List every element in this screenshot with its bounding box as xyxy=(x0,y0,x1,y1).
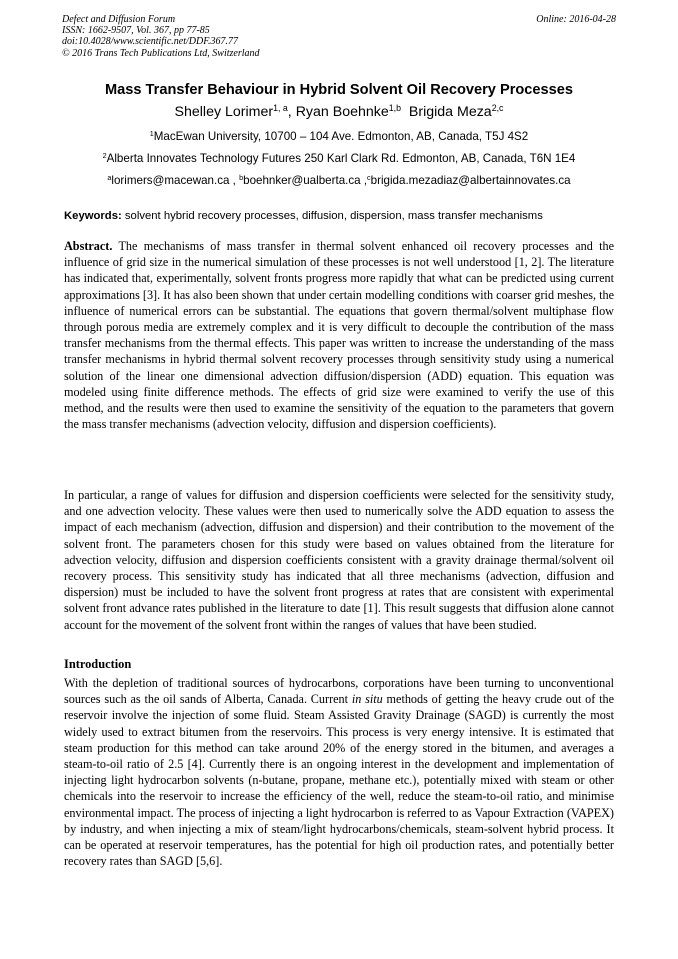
author-list xyxy=(0,104,678,120)
author-marker: 1,b xyxy=(388,103,401,114)
affiliation-line xyxy=(0,152,678,165)
keywords-label: Keywords: xyxy=(64,210,122,222)
publication-meta xyxy=(62,14,616,59)
keywords-line xyxy=(64,210,616,222)
keywords-text: solvent hybrid recovery processes, diffusion, dispersion, mass transfer mechanisms xyxy=(121,210,543,222)
author-name: Brigida Meza xyxy=(408,104,492,120)
issn-line: ISSN: 1662-9507, Vol. 367, pp 77-85 xyxy=(62,25,210,37)
intro-italic-term: in situ xyxy=(351,692,383,707)
affiliation-marker: 2 xyxy=(102,151,107,161)
affiliation-text: MacEwan University, 10700 – 104 Ave. Edmonton, AB, Canada, T5J 4S2 xyxy=(153,130,529,143)
affiliation-line xyxy=(0,130,678,143)
journal-name: Defect and Diffusion Forum xyxy=(62,14,176,25)
affiliation-marker: 1 xyxy=(149,129,154,139)
online-date: Online: 2016-04-28 xyxy=(536,14,616,25)
author-separator: , xyxy=(287,104,296,120)
intro-text: methods of getting the heavy crude out of the reservoir involve the injection of some fluid. Steam Assisted Gravity Drainage (SAGD) is currently the most widely used to extract bitumen from the reservoirs. This process is very energy intensive. It is estimated that steam production for this method can take around 20% of the energy stored in the bitumen, and averages a steam-to-oil ratio of 2.5 [4]. Currently there is an ongoing interest in the development and implementation of injecting light hydrocarbon solvents (n-butane, propane, methane etc.), potentially mixed with steam or other chemicals into the reservoir to increase the efficiency of the well, reduce the steam-to-oil ratio, and minimise environmental impact. The process of injecting a light hydrocarbon is referred to as Vapour Extraction (VAPEX) by industry, and when injecting a mix of steam/light hydrocarbons/chemicals, steam-solvent hybrid process. It can be operated at reservoir temperatures, has the potential for high oil production rates, and potentially better recovery rates than SAGD [5,6]. xyxy=(64,692,614,869)
author-name: Ryan Boehnke xyxy=(295,104,389,120)
body-paragraph: In particular, a range of values for diffusion and dispersion coefficients were selected for the sensitivity study, and one advection velocity. These values were then used to numerically solve the ADD equation to assess the impact of each mechanism (advection, diffusion and dispersion) and their contribution to the movement of the solvent front. The parameters chosen for this study were based on values obtained from the literature for advection velocity, diffusion and dispersion coefficients consistent with a gravity drainage thermal/solvent oil recovery process. This sensitivity study has indicated that all three mechanisms (advection, diffusion and dispersion) must be included to have the solvent front progress at rates that are consistent with experimental solvent front advance rates published in the literature to date [1]. This result suggests that diffusion alone cannot account for the movement of the solvent front within the ranges of values that have been studied. xyxy=(64,488,614,632)
email-text: brigida.mezadiaz@albertainnovates.ca xyxy=(370,174,571,187)
email-text: boehnker@ualberta.ca , xyxy=(243,174,368,187)
abstract-text: The mechanisms of mass transfer in thermal solvent enhanced oil recovery processes and the influence of grid size in the numerical simulation of these processes is not well understood [1, 2]. The literature has indicated that, experimentally, solvent fronts progress more rapidly that what can be predicted using current approximations [3]. It has also been shown that under certain modelling conditions with coarser grid meshes, the influence of numerical errors can be substantial. The equations that govern thermal/solvent multiphase flow through porous media are extremely complex and it is very difficult to decouple the contribution of the mass transfer mechanisms from the thermal effects. This paper was written to increase the understanding of the mass transfer mechanisms in hybrid thermal solvent recovery processes through sensitivity study using a numerical solution of the linear one dimensional advection diffusion/dispersion (ADD) equation. This equation was modeled using finite difference methods. The effects of grid size were examined to verify the use of this method, and the results were then used to examine the sensitivity of the equation to the parameters that govern the mass transfer mechanisms (advection velocity, diffusion and dispersion coefficients). xyxy=(64,239,614,432)
email-text: lorimers@macewan.ca , xyxy=(111,174,240,187)
author-name: Shelley Lorimer xyxy=(174,104,274,120)
paper-title: Mass Transfer Behaviour in Hybrid Solvent Oil Recovery Processes xyxy=(105,82,573,98)
email-marker: c xyxy=(367,173,371,183)
introduction-paragraph xyxy=(64,675,614,869)
abstract-label: Abstract. xyxy=(64,239,113,253)
author-marker: 1, a xyxy=(273,103,288,114)
email-line xyxy=(0,174,678,187)
affiliation-text: Alberta Innovates Technology Futures 250 Karl Clark Rd. Edmonton, AB, Canada, T6N 1E4 xyxy=(106,152,576,165)
doi-line: doi:10.4028/www.scientific.net/DDF.367.77 xyxy=(62,36,239,48)
email-marker: a xyxy=(107,173,112,183)
author-marker: 2,c xyxy=(491,103,504,114)
email-marker: b xyxy=(239,173,244,183)
copyright-line: © 2016 Trans Tech Publications Ltd, Switzerland xyxy=(62,47,260,59)
author-separator xyxy=(401,104,409,120)
journal-header xyxy=(62,14,616,59)
section-heading: Introduction xyxy=(64,657,132,671)
abstract-paragraph xyxy=(64,238,614,432)
intro-text: With the depletion of traditional sources of hydrocarbons, corporations have been turning to unconventional sources such as the oil sands of Alberta, Canada. Current xyxy=(64,676,614,707)
